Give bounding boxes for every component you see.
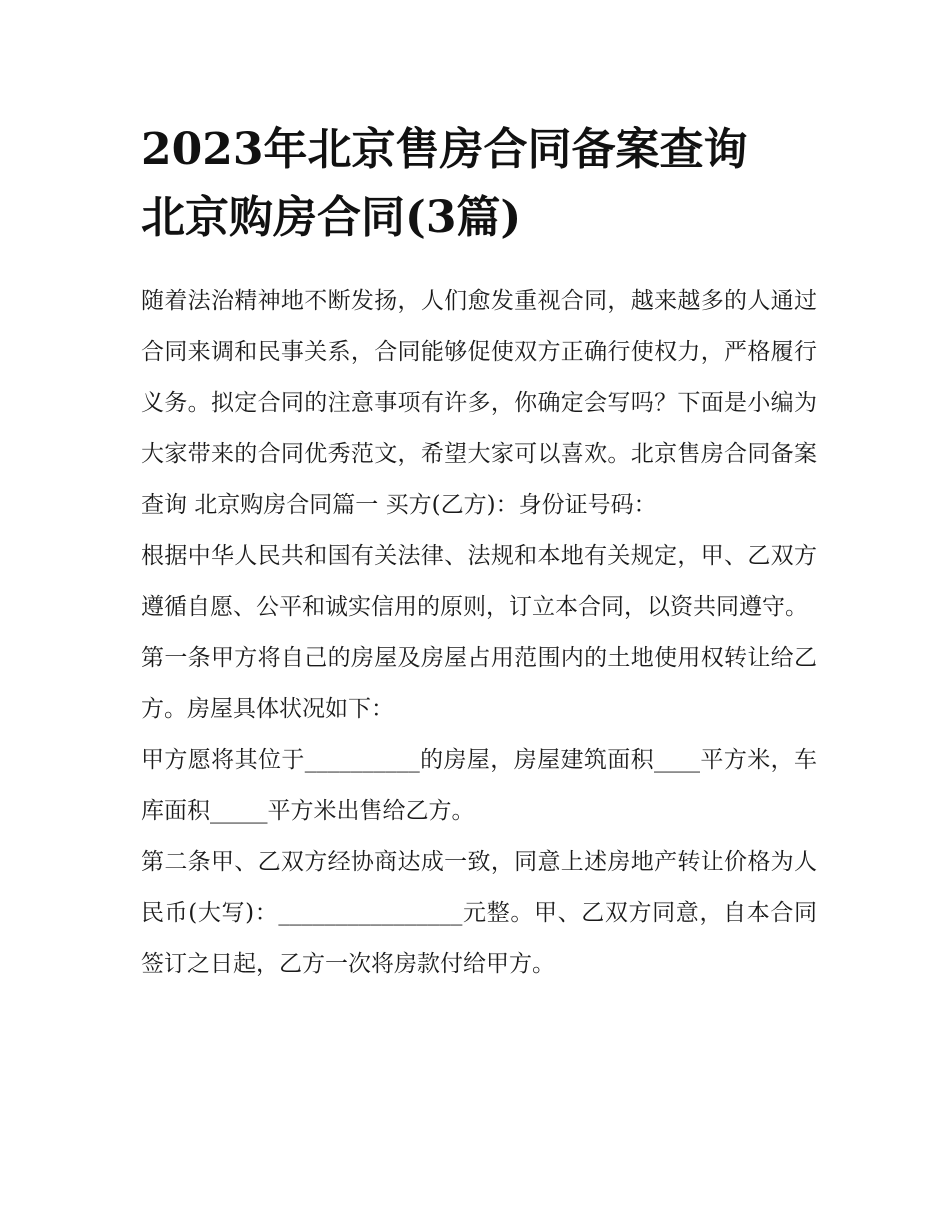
paragraph-legal-basis: 根据中华人民共和国有关法律、法规和本地有关规定，甲、乙双方遵循自愿、公平和诚实信用的原则，订立本合同，以资共同遵守。 <box>141 543 817 620</box>
title-line-2: 北京购房合同(3篇) <box>141 192 522 243</box>
paragraph-property-details: 甲方愿将其位于__________的房屋，房屋建筑面积____平方米，车库面积_____平方米出售给乙方。 <box>141 747 817 824</box>
paragraph-article-1: 第一条甲方将自己的房屋及房屋占用范围内的土地使用权转让给乙方。房屋具体状况如下： <box>141 645 817 722</box>
document-body <box>141 116 817 990</box>
paragraph-intro: 随着法治精神地不断发扬，人们愈发重视合同，越来越多的人通过合同来调和民事关系，合同能够促使双方正确行使权力，严格履行义务。拟定合同的注意事项有许多，你确定会写吗？下面是小编为大家带来的合同优秀范文，希望大家可以喜欢。北京售房合同备案查询 北京购房合同篇一 买方(乙方)：身份证号码： <box>141 288 817 518</box>
paragraph-article-2: 第二条甲、乙双方经协商达成一致，同意上述房地产转让价格为人民币(大写)：________________元整。甲、乙双方同意，自本合同签订之日起，乙方一次将房款付给甲方。 <box>141 849 817 977</box>
document-title <box>141 116 817 252</box>
title-line-1: 2023年北京售房合同备案查询 <box>141 124 748 175</box>
